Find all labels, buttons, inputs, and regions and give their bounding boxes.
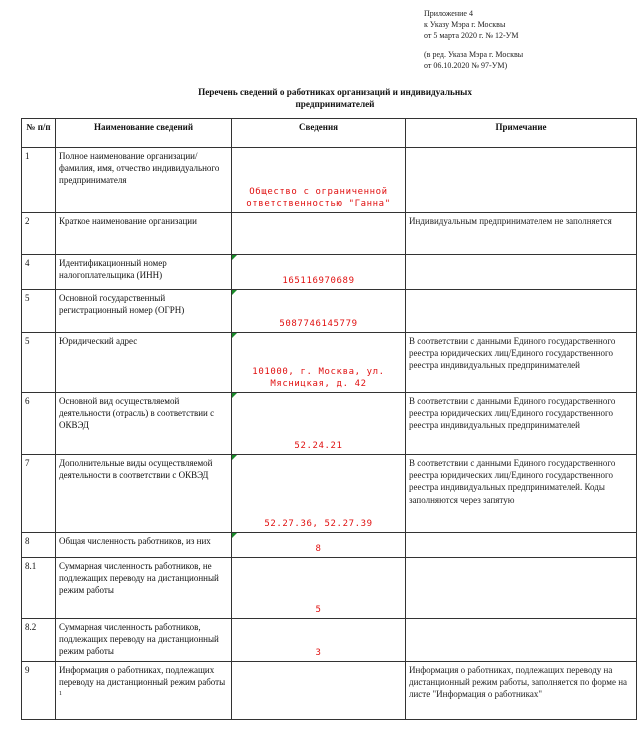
row-value-cell[interactable] <box>232 333 406 393</box>
row-note: Индивидуальным предпринимателем не заполняется <box>406 213 637 255</box>
row-note <box>406 148 637 213</box>
row-note: В соответствии с данными Единого государственного реестра юридических лиц/Единого государственного реестра индивидуальных предпринимателей <box>406 333 637 393</box>
row-num: 2 <box>22 213 56 255</box>
row-num: 8.2 <box>22 619 56 662</box>
table-row <box>22 255 637 290</box>
row-note: В соответствии с данными Единого государственного реестра юридических лиц/Единого государственного реестра индивидуальных предпринимателей <box>406 393 637 455</box>
row-name: Идентификационный номер налогоплательщика (ИНН) <box>56 255 232 290</box>
row-note <box>406 255 637 290</box>
header-value: Сведения <box>232 119 406 148</box>
row-name: Основной вид осуществляемой деятельности (отрасль) в соответствии с ОКВЭД <box>56 393 232 455</box>
row-value: Общество с ограниченной ответственностью "Ганна" <box>246 186 391 209</box>
cell-comment-marker <box>232 290 237 295</box>
row-num: 5 <box>22 333 56 393</box>
row-num: 8 <box>22 533 56 558</box>
row-name: Полное наименование организации/фамилия, имя, отчество индивидуального предпринимателя <box>56 148 232 213</box>
table-row <box>22 393 637 455</box>
table-header-row <box>22 119 637 148</box>
cell-comment-marker <box>232 455 237 460</box>
row-name: Краткое наименование организации <box>56 213 232 255</box>
row-name: Общая численность работников, из них <box>56 533 232 558</box>
row-note <box>406 619 637 662</box>
title-line: предпринимателей <box>295 99 375 109</box>
employee-info-table <box>21 118 637 720</box>
header-num: № п/п <box>22 119 56 148</box>
row-value: 5 <box>315 604 322 615</box>
row-value: 3 <box>315 647 322 658</box>
cell-comment-marker <box>232 333 237 338</box>
document-title <box>120 86 550 110</box>
header-note: Примечание <box>406 119 637 148</box>
row-value-cell[interactable] <box>232 393 406 455</box>
table-row <box>22 533 637 558</box>
row-value: 52.24.21 <box>294 440 343 451</box>
row-name: Дополнительные виды осуществляемой деятельности в соответствии с ОКВЭД <box>56 455 232 533</box>
row-value-cell[interactable] <box>232 255 406 290</box>
row-note <box>406 290 637 333</box>
table-row <box>22 619 637 662</box>
row-value: 5087746145779 <box>279 318 358 329</box>
row-value: 52.27.36, 52.27.39 <box>264 518 373 529</box>
row-name: Основной государственный регистрационный номер (ОГРН) <box>56 290 232 333</box>
table-row <box>22 455 637 533</box>
cell-comment-marker <box>232 393 237 398</box>
row-value-cell[interactable] <box>232 455 406 533</box>
table-row <box>22 290 637 333</box>
row-num: 4 <box>22 255 56 290</box>
row-value-cell[interactable] <box>232 213 406 255</box>
row-num: 6 <box>22 393 56 455</box>
title-line: Перечень сведений о работниках организаций и индивидуальных <box>198 87 472 97</box>
row-value-cell[interactable] <box>232 619 406 662</box>
row-value-cell[interactable] <box>232 662 406 720</box>
row-num: 1 <box>22 148 56 213</box>
table-row <box>22 333 637 393</box>
row-name <box>56 662 232 720</box>
row-note <box>406 558 637 619</box>
decree-line: к Указу Мэра г. Москвы <box>424 20 506 29</box>
decree-line: от 06.10.2020 № 97-УМ) <box>424 61 508 70</box>
row-value: 101000, г. Москва, ул. Мясницкая, д. 42 <box>252 366 385 389</box>
row-note <box>406 533 637 558</box>
decree-line: (в ред. Указа Мэра г. Москвы <box>424 50 524 59</box>
table-row <box>22 662 637 720</box>
decree-reference <box>424 8 523 71</box>
row-value: 165116970689 <box>282 275 355 286</box>
row-value-cell[interactable] <box>232 290 406 333</box>
table-row <box>22 148 637 213</box>
row-num: 8.1 <box>22 558 56 619</box>
row-note: В соответствии с данными Единого государственного реестра юридических лиц/Единого государственного реестра индивидуальных предпринимателей. Коды заполняются через запятую <box>406 455 637 533</box>
row-name: Суммарная численность работников, подлежащих переводу на дистанционный режим работы <box>56 619 232 662</box>
row-value-cell[interactable] <box>232 558 406 619</box>
decree-line: Приложение 4 <box>424 9 473 18</box>
row-name: Юридический адрес <box>56 333 232 393</box>
row-value-cell[interactable] <box>232 148 406 213</box>
row-note: Информация о работниках, подлежащих переводу на дистанционный режим работы, заполняется по форме на листе "Информация о работниках" <box>406 662 637 720</box>
header-name: Наименование сведений <box>56 119 232 148</box>
table-row <box>22 558 637 619</box>
row-num: 5 <box>22 290 56 333</box>
row-name-text: Информация о работниках, подлежащих переводу на дистанционный режим работы <box>59 665 226 688</box>
decree-line: от 5 марта 2020 г. № 12-УМ <box>424 31 519 40</box>
row-name: Суммарная численность работников, не подлежащих переводу на дистанционный режим работы <box>56 558 232 619</box>
row-num: 9 <box>22 662 56 720</box>
table-row <box>22 213 637 255</box>
row-num: 7 <box>22 455 56 533</box>
row-value: 8 <box>315 543 322 554</box>
footnote-marker: 1 <box>59 691 62 698</box>
cell-comment-marker <box>232 533 237 538</box>
row-value-cell[interactable] <box>232 533 406 558</box>
cell-comment-marker <box>232 255 237 260</box>
